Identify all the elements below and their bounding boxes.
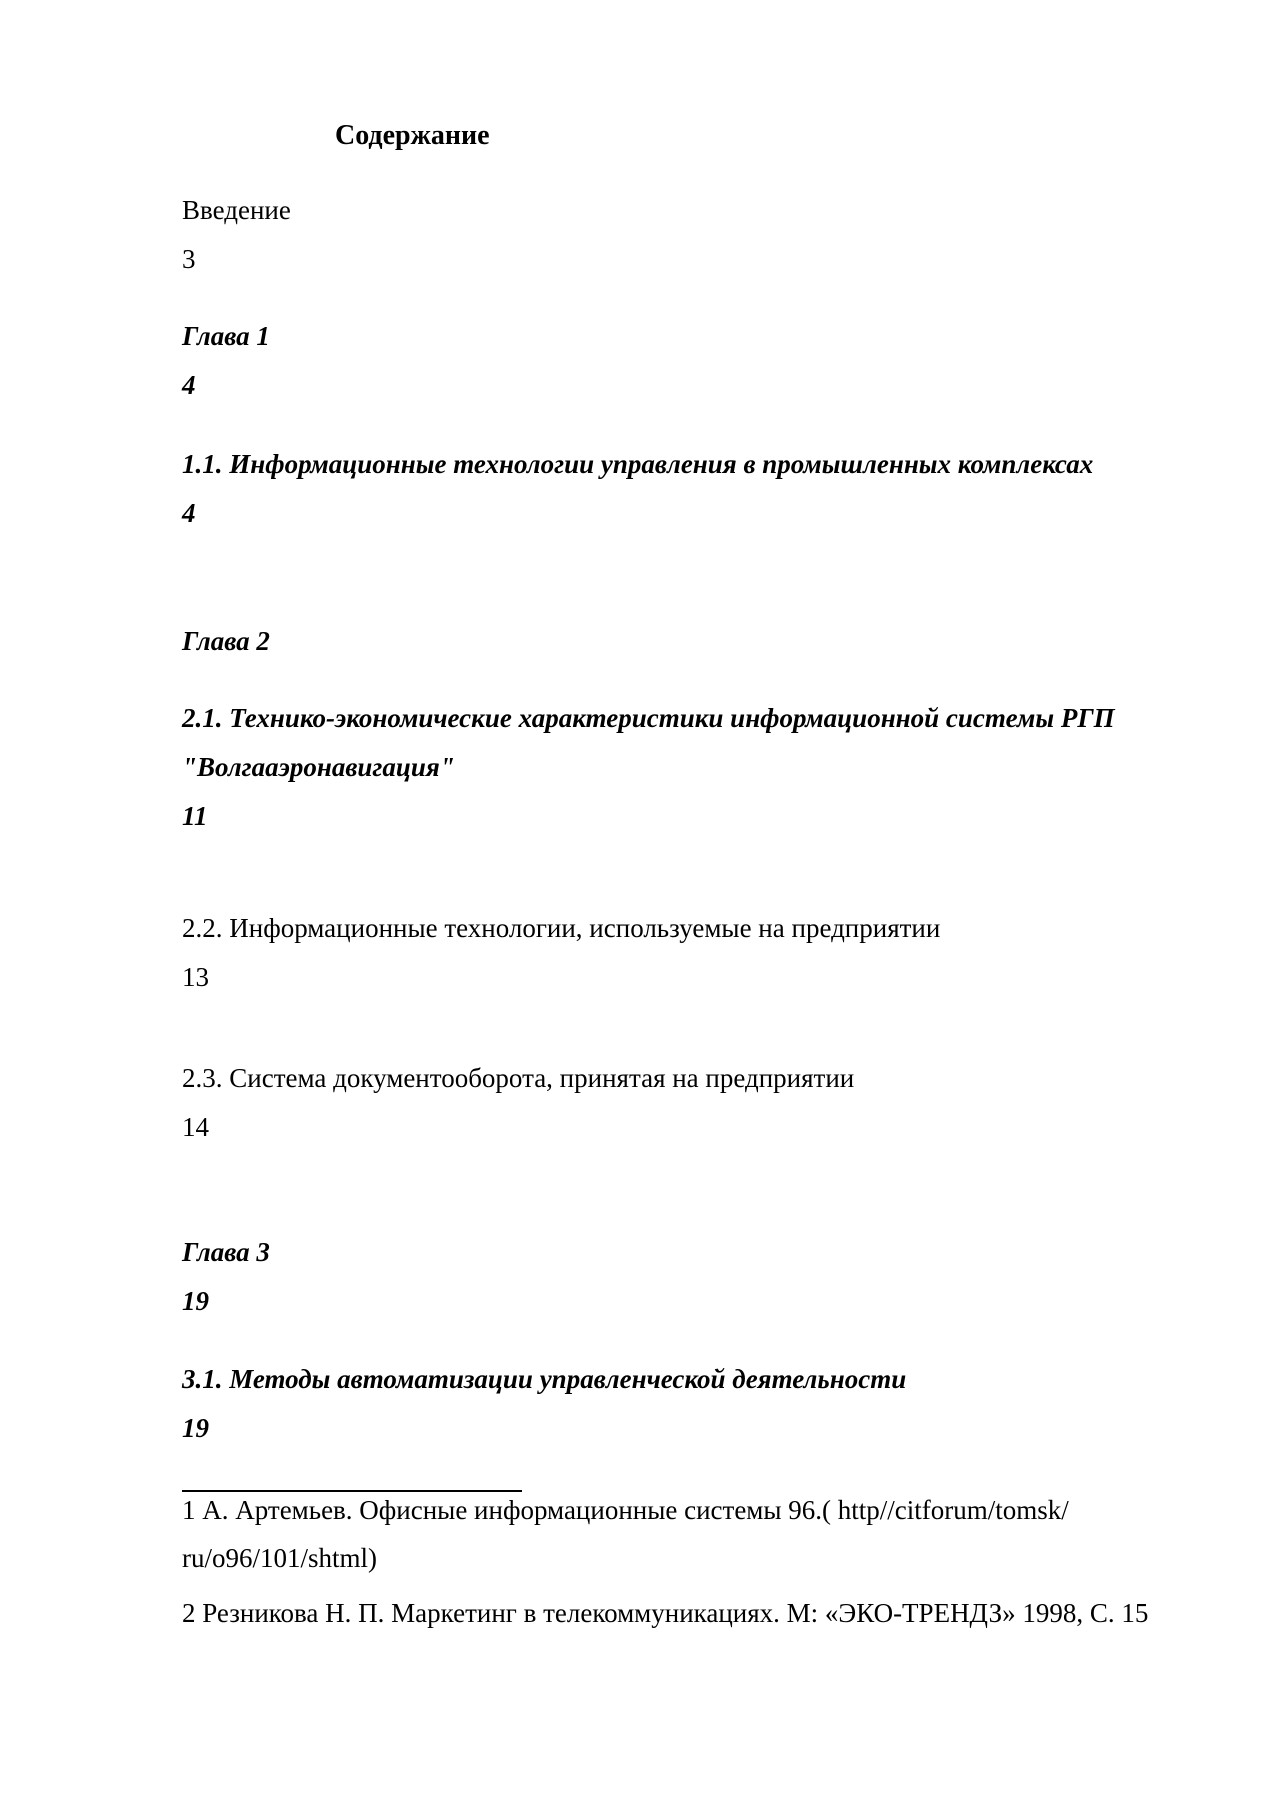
toc-entry-page: 19 — [182, 1286, 209, 1316]
toc-entry-page: 19 — [182, 1413, 209, 1443]
toc-entry-chapter-2 — [182, 617, 1192, 666]
toc-entry-label: 2.1. Технико-экономические характеристики информационной системы РГП — [182, 703, 1115, 733]
toc-entry-section-3-1 — [182, 1355, 1192, 1453]
toc-entry-label: Введение — [182, 195, 291, 225]
toc-entry-introduction — [182, 186, 1192, 284]
toc-entry-chapter-3 — [182, 1228, 1192, 1326]
page-title: Содержание — [335, 120, 490, 151]
toc-entry-page: 4 — [182, 498, 196, 528]
footnote-text: А. Артемьев. Офисные информационные системы 96.( http//citforum/tomsk/ ru/o96/101/shtml) — [182, 1495, 1069, 1573]
toc-entry-label: 1.1. Информационные технологии управления в промышленных комплексах — [182, 449, 1094, 479]
toc-entry-chapter-1 — [182, 312, 1192, 410]
toc-entry-page: 14 — [182, 1112, 209, 1142]
toc-entry-section-2-1 — [182, 694, 1192, 841]
footnote-number: 1 — [182, 1495, 196, 1525]
toc-entry-page: 4 — [182, 370, 196, 400]
toc-entry-label: 3.1. Методы автоматизации управленческой деятельности — [182, 1364, 907, 1394]
toc-entry-section-1-1 — [182, 440, 1192, 538]
toc-entry-label: Глава 2 — [182, 626, 270, 656]
footnote-1 — [182, 1486, 1192, 1582]
toc-entry-label: Глава 1 — [182, 321, 270, 351]
toc-entry-page: 13 — [182, 962, 209, 992]
footnote-number: 2 — [182, 1598, 196, 1628]
toc-entry-page: 3 — [182, 244, 196, 274]
toc-entry-label: Глава 3 — [182, 1237, 270, 1267]
toc-entry-page: 11 — [182, 801, 208, 831]
toc-entry-label-continued: "Волгааэронавигация" — [182, 752, 455, 782]
toc-entry-label: 2.2. Информационные технологии, используемые на предприятии — [182, 913, 941, 943]
toc-entry-section-2-2 — [182, 904, 1192, 1002]
footnote-2 — [182, 1589, 1192, 1637]
toc-entry-label: 2.3. Система документооборота, принятая на предприятии — [182, 1063, 855, 1093]
footnote-text: Резникова Н. П. Маркетинг в телекоммуникациях. М: «ЭКО-ТРЕНДЗ» 1998, С. 15 — [202, 1598, 1149, 1628]
toc-entry-section-2-3 — [182, 1054, 1192, 1152]
